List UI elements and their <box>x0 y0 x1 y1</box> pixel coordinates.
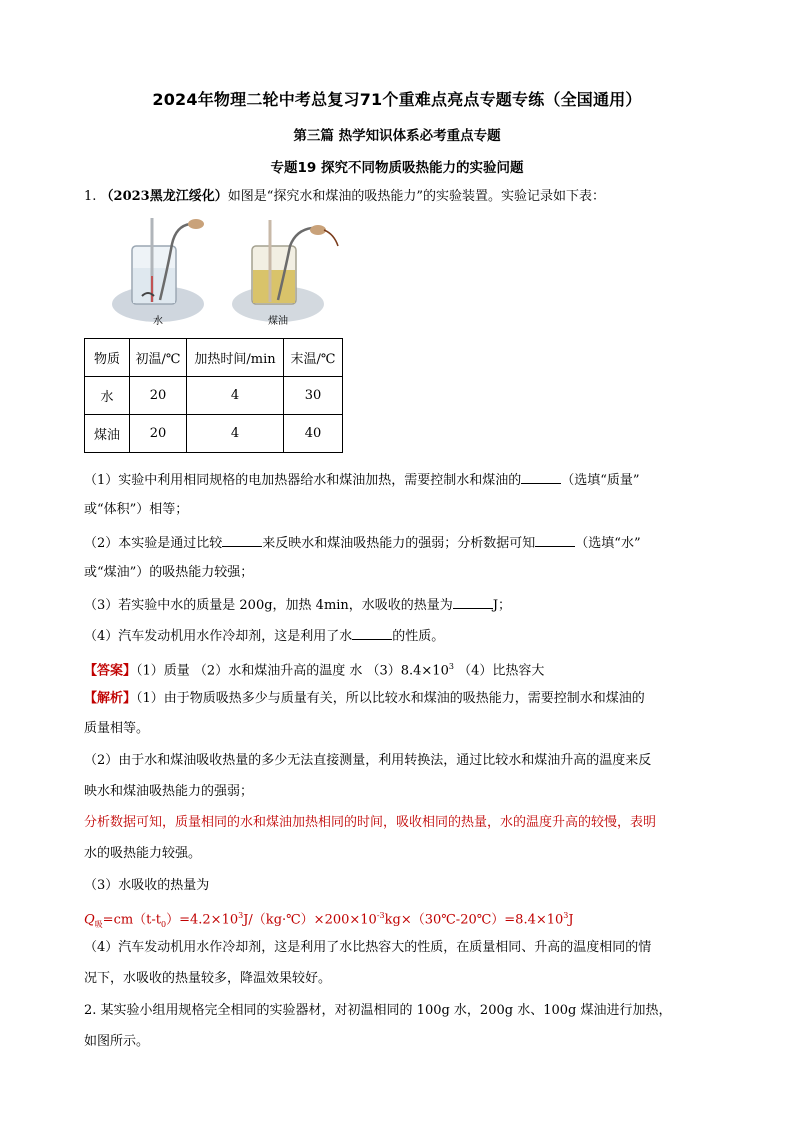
heat-formula: $Q_吸=cm(t-t_0)=4.2\times 10^3J/(kg\cdot℃)\times 200\times 10^{-3}kg\times(30℃-20℃)=8.4\times 10^3J$ <box>84 911 574 929</box>
experiment-figure <box>112 216 352 328</box>
question-2-line-1: 2. 某实验小组用规格完全相同的实验器材，对初温相同的 100g 水，200g 水、100g 煤油进行加热， <box>84 1003 672 1018</box>
question-source: （2023黑龙江绥化） <box>100 189 228 204</box>
question-number: 1. <box>84 189 97 204</box>
part-1-line-1: （1）实验中利用相同规格的电加热器给水和煤油加热，需要控制水和煤油的 （选填“质量” <box>84 473 640 488</box>
answer-text: （1）质量 （2）水和煤油升高的温度 水 （3）8.4×10 <box>136 663 449 679</box>
water-label: 水 <box>153 316 163 327</box>
table-cell: 煤油 <box>85 415 130 453</box>
table-header-cell: 加热时间/min <box>187 339 284 377</box>
table-header-cell: 初温/℃ <box>130 339 187 377</box>
table-cell: 20 <box>130 415 187 453</box>
table-cell: 40 <box>284 415 343 453</box>
experiment-table <box>84 338 343 453</box>
analysis-line-3: （2）由于水和煤油吸收热量的多少无法直接测量，利用转换法，通过比较水和煤油升高的温度来反 <box>84 753 652 768</box>
table-header-row <box>85 339 343 377</box>
analysis-label: 【解析】 <box>84 691 137 706</box>
table-cell: 4 <box>187 415 284 453</box>
answer-label: 【答案】 <box>84 663 137 679</box>
analysis-line-5: 分析数据可知，质量相同的水和煤油加热相同的时间，吸收相同的热量，水的温度升高的较慢，表明 <box>84 815 657 830</box>
part-3-line: （3）若实验中水的质量是 200g，加热 4min，水吸收的热量为 J； <box>84 598 512 613</box>
part-2-line-2: 或“煤油”）的吸热能力较强； <box>84 565 254 580</box>
part-4-line: （4）汽车发动机用水作冷却剂，这是利用了水 的性质。 <box>84 629 445 644</box>
table-cell: 20 <box>130 377 187 415</box>
answer-line: 【答案】（1）质量 （2）水和煤油升高的温度 水 $(3)8.4\times 10^3$ （4）比热容大 <box>84 662 545 679</box>
section-title: 第三篇 热学知识体系必考重点专题 <box>293 128 501 144</box>
table-header-cell: 物质 <box>85 339 130 377</box>
table-row <box>85 415 343 453</box>
part-1-line-2: 或“体积”）相等； <box>84 502 189 517</box>
table-header-cell: 末温/℃ <box>284 339 343 377</box>
analysis-line-1: 【解析】（1）由于物质吸热多少与质量有关，所以比较水和煤油的吸热能力，需要控制水和煤油的 <box>84 691 645 706</box>
analysis-line-8: （4）汽车发动机用水作冷却剂，这是利用了水比热容大的性质，在质量相同、升高的温度相同的情 <box>84 940 652 955</box>
kerosene-heater-plug <box>310 225 326 235</box>
answer-blank <box>453 596 493 609</box>
analysis-line-4: 映水和煤油吸热能力的强弱； <box>84 784 254 799</box>
water-liquid <box>133 268 175 303</box>
kerosene-liquid <box>253 270 295 303</box>
part-2-line-1: （2）本实验是通过比较 来反映水和煤油吸热能力的强弱；分析数据可知 （选填“水” <box>84 536 641 551</box>
table-cell: 4 <box>187 377 284 415</box>
answer-blank <box>352 627 392 640</box>
table-row <box>85 377 343 415</box>
table-cell: 水 <box>85 377 130 415</box>
table-cell: 30 <box>284 377 343 415</box>
analysis-line-2: 质量相等。 <box>84 721 150 736</box>
water-heater-plug <box>188 219 204 229</box>
topic-title: 专题19 探究不同物质吸热能力的实验问题 <box>270 160 524 176</box>
analysis-line-6: 水的吸热能力较强。 <box>84 846 202 861</box>
answer-blank <box>535 534 575 547</box>
document-title: 2024年物理二轮中考总复习71个重难点亮点专题专练（全国通用） <box>152 90 642 109</box>
analysis-line-7: （3）水吸收的热量为 <box>84 878 210 893</box>
question-text: 如图是“探究水和煤油的吸热能力”的实验装置。实验记录如下表： <box>227 189 606 204</box>
answer-blank <box>521 471 561 484</box>
answer-blank <box>222 534 262 547</box>
question-2-line-2: 如图所示。 <box>84 1034 150 1049</box>
analysis-line-9: 况下，水吸收的热量较多，降温效果较好。 <box>84 971 332 986</box>
kerosene-label: 煤油 <box>268 316 288 327</box>
question-1-stem <box>84 188 724 206</box>
